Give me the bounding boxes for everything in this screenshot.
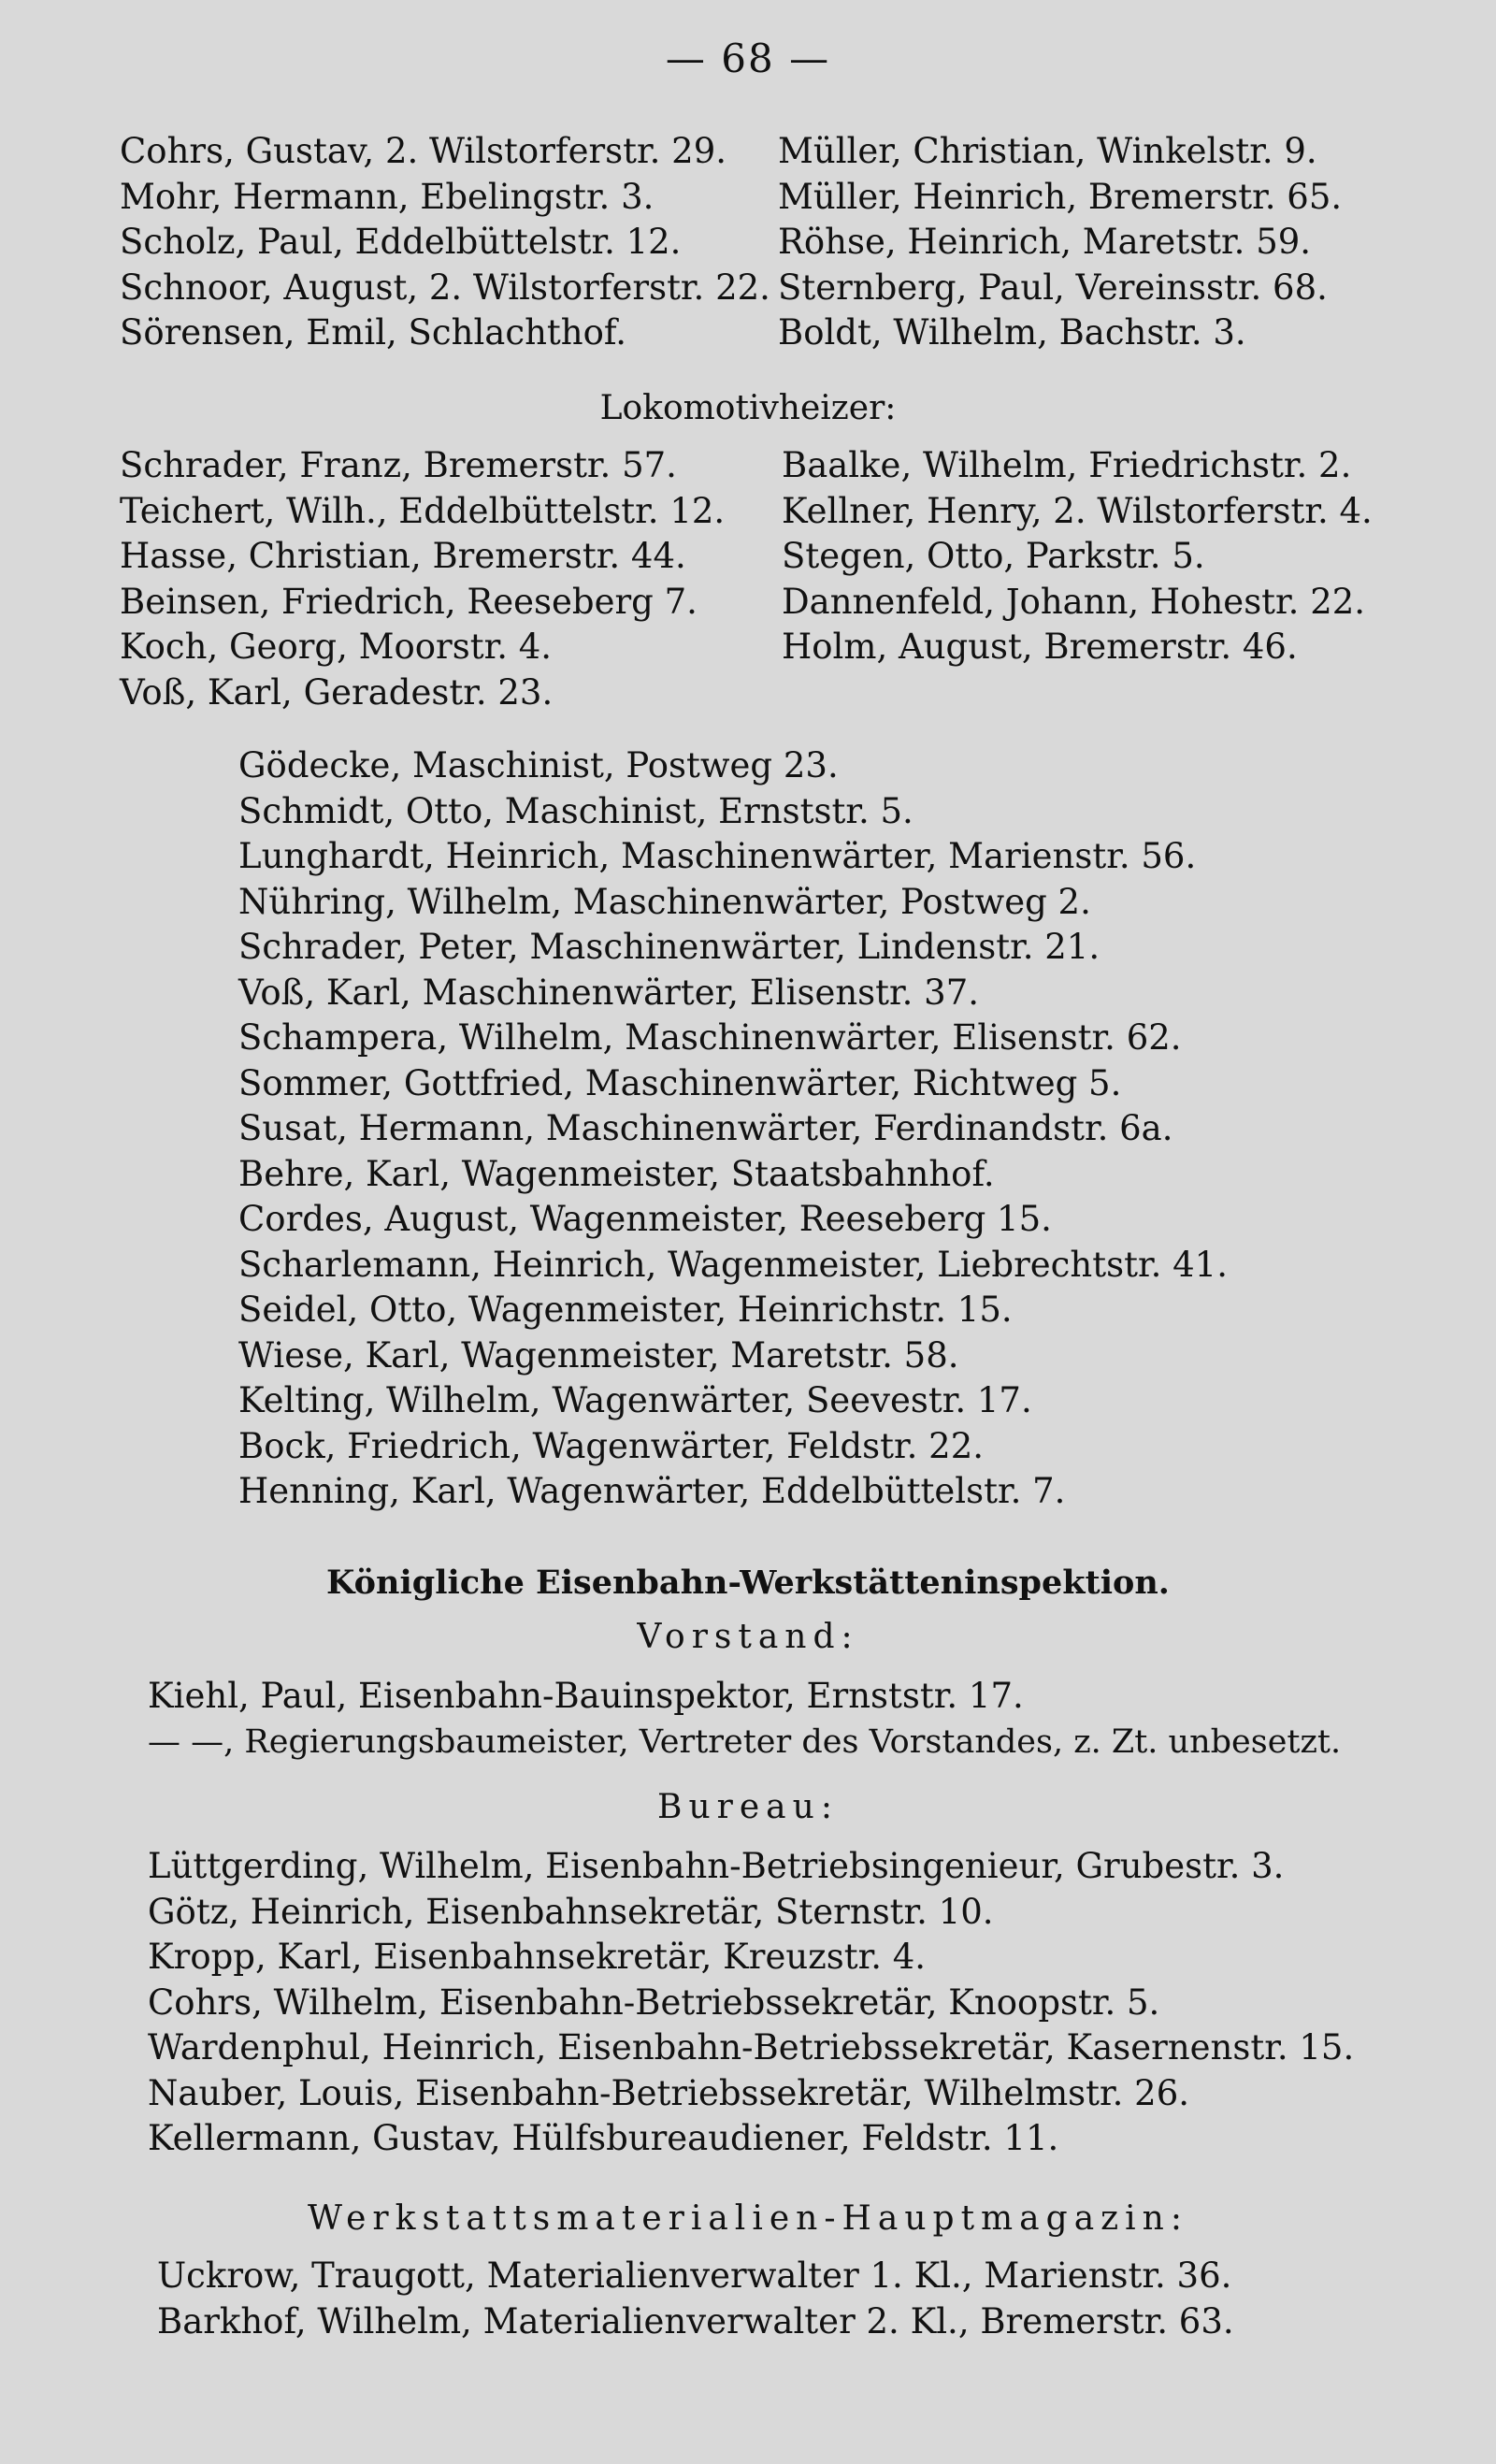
list-item: Sternberg, Paul, Vereinsstr. 68.: [778, 267, 1328, 308]
list-item: Röhse, Heinrich, Maretstr. 59.: [778, 222, 1312, 262]
list-item: Koch, Georg, Moorstr. 4.: [120, 627, 553, 667]
heizer-left-column: [120, 443, 725, 715]
list-item: Nühring, Wilhelm, Maschinenwärter, Postweg 2.: [238, 881, 1091, 922]
list-item: Götz, Heinrich, Eisenbahnsekretär, Sternstr. 10.: [148, 1891, 994, 1932]
magazin-list: [157, 2254, 1234, 2344]
list-item: Sommer, Gottfried, Maschinenwärter, Richtweg 5.: [238, 1062, 1122, 1103]
list-item: Kellermann, Gustav, Hülfsbureaudiener, Feldstr. 11.: [148, 2118, 1059, 2158]
list-item: Kelting, Wilhelm, Wagenwärter, Seevestr. 17.: [238, 1380, 1032, 1420]
page-number: — 68 —: [665, 36, 831, 81]
list-item: Teichert, Wilh., Eddelbüttelstr. 12.: [120, 490, 726, 531]
list-item: Schmidt, Otto, Maschinist, Ernststr. 5.: [238, 790, 913, 831]
vorstand-list: [148, 1674, 1341, 1765]
list-item: Barkhof, Wilhelm, Materialienverwalter 2. Kl., Bremerstr. 63.: [157, 2300, 1234, 2342]
list-item: Nauber, Louis, Eisenbahn-Betriebssekretär, Wilhelmstr. 26.: [148, 2072, 1190, 2113]
list-item: Hasse, Christian, Bremerstr. 44.: [120, 536, 686, 576]
list-item: Cordes, August, Wagenmeister, Reeseberg 15.: [238, 1199, 1052, 1239]
list-item: Henning, Karl, Wagenwärter, Eddelbüttelstr. 7.: [238, 1471, 1066, 1511]
list-item: Lunghardt, Heinrich, Maschinenwärter, Marienstr. 56.: [238, 836, 1197, 876]
list-item: Bock, Friedrich, Wagenwärter, Feldstr. 22.: [238, 1425, 985, 1466]
list-item: Kellner, Henry, 2. Wilstorferstr. 4.: [782, 490, 1373, 531]
list-item: Mohr, Hermann, Ebelingstr. 3.: [120, 176, 654, 217]
list-item: Scharlemann, Heinrich, Wagenmeister, Liebrechtstr. 41.: [238, 1244, 1228, 1285]
list-item: Boldt, Wilhelm, Bachstr. 3.: [778, 312, 1246, 353]
list-item: Uckrow, Traugott, Materialienverwalter 1. Kl., Marienstr. 36.: [157, 2255, 1232, 2296]
list-item: Beinsen, Friedrich, Reeseberg 7.: [120, 581, 698, 622]
list-item: Holm, August, Bremerstr. 46.: [782, 627, 1298, 667]
lokomotivheizer-heading: Lokomotivheizer:: [599, 389, 897, 427]
list-item: Stegen, Otto, Parkstr. 5.: [782, 536, 1205, 576]
list-item: Kiehl, Paul, Eisenbahn-Bauinspektor, Ernststr. 17.: [148, 1676, 1024, 1716]
list-item: Seidel, Otto, Wagenmeister, Heinrichstr. 15.: [238, 1290, 1013, 1330]
list-item: Susat, Hermann, Maschinenwärter, Ferdinandstr. 6a.: [238, 1108, 1173, 1148]
list-item: Cohrs, Gustav, 2. Wilstorferstr. 29.: [120, 131, 726, 171]
bureau-heading: Bureau:: [657, 1788, 839, 1826]
list-item: Sörensen, Emil, Schlachthof.: [120, 312, 627, 353]
list-item: Scholz, Paul, Eddelbüttelstr. 12.: [120, 222, 682, 262]
magazin-heading: Werkstattsmaterialien-Hauptmagazin:: [308, 2199, 1188, 2238]
list-item: Schrader, Peter, Maschinenwärter, Lindenstr. 21.: [238, 927, 1100, 967]
list-item: Behre, Karl, Wagenmeister, Staatsbahnhof.: [238, 1153, 995, 1194]
top-right-column: [778, 129, 1342, 356]
heizer-right-column: [782, 443, 1373, 670]
staff-list: [238, 743, 1228, 1515]
list-item: Voß, Karl, Geradestr. 23.: [120, 671, 554, 713]
list-item: Wiese, Karl, Wagenmeister, Maretstr. 58.: [238, 1334, 959, 1376]
list-item: Baalke, Wilhelm, Friedrichstr. 2.: [782, 445, 1352, 485]
list-item: Schampera, Wilhelm, Maschinenwärter, Elisenstr. 62.: [238, 1017, 1182, 1058]
vorstand-heading: Vorstand:: [637, 1618, 859, 1656]
top-left-column: [120, 129, 770, 356]
list-item: Müller, Heinrich, Bremerstr. 65.: [778, 176, 1343, 217]
list-item: Schnoor, August, 2. Wilstorferstr. 22.: [120, 267, 770, 308]
list-item: Kropp, Karl, Eisenbahnsekretär, Kreuzstr. 4.: [148, 1937, 927, 1977]
list-item: Schrader, Franz, Bremerstr. 57.: [120, 445, 677, 485]
list-item: Wardenphul, Heinrich, Eisenbahn-Betriebssekretär, Kasernenstr. 15.: [148, 2027, 1355, 2068]
bureau-list: [148, 1844, 1354, 2162]
list-item: Gödecke, Maschinist, Postweg 23.: [238, 745, 839, 785]
section-title: Königliche Eisenbahn-Werkstätteninspektion.: [326, 1563, 1170, 1602]
list-item: Müller, Christian, Winkelstr. 9.: [778, 131, 1317, 171]
list-item: — —, Regierungsbaumeister, Vertreter des Vorstandes, z. Zt. unbesetzt.: [148, 1722, 1342, 1761]
list-item: Cohrs, Wilhelm, Eisenbahn-Betriebssekretär, Knoopstr. 5.: [148, 1981, 1160, 2023]
list-item: Voß, Karl, Maschinenwärter, Elisenstr. 37.: [238, 972, 980, 1013]
list-item: Lüttgerding, Wilhelm, Eisenbahn-Betriebsingenieur, Grubestr. 3.: [148, 1846, 1285, 1886]
list-item: Dannenfeld, Johann, Hohestr. 22.: [782, 581, 1366, 622]
